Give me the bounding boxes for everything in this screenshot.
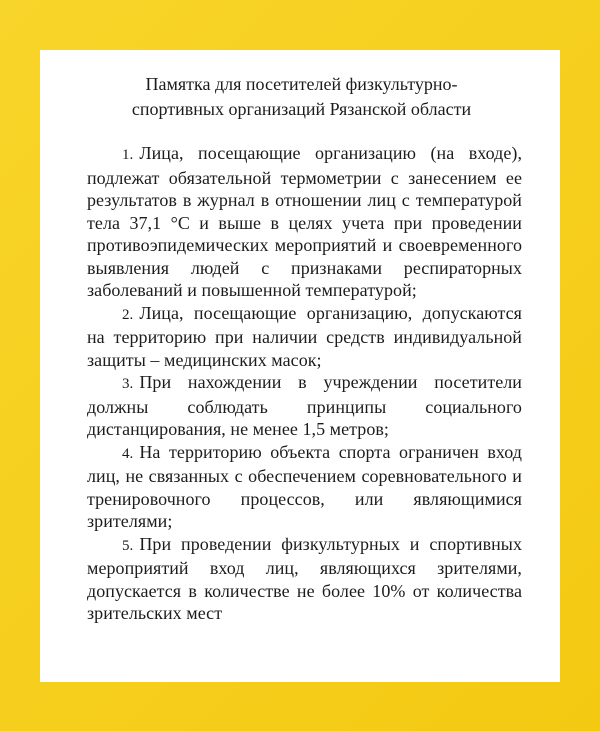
item-number: 1. [122, 147, 134, 163]
memo-item-2 [87, 302, 522, 372]
title-line-1: Памятка для посетителей физкультурно- [145, 74, 458, 94]
item-text: На территорию объекта спорта ограничен вход лиц, не связанных с обеспечением соревновательного и тренировочного процессов, или являющимися зрителями; [87, 441, 522, 531]
item-number: 3. [122, 376, 134, 392]
item-text: Лица, посещающие организацию (на входе), подлежат обязательной термометрии с занесением ее результатов в журнал в отношении лиц с температурой тела 37,1 °С и выше в целях учета при проведении противоэпидемических мероприятий и своевременного выявления людей с признаками респираторных заболеваний и повышенной температурой; [87, 143, 522, 300]
item-number: 4. [122, 445, 134, 462]
memo-item-5 [87, 533, 522, 625]
item-text: Лица, посещающие организацию, допускаются на территорию при наличии средств индивидуальной защиты – медицинских масок; [87, 302, 522, 370]
item-number: 2. [122, 306, 134, 323]
item-number: 5. [122, 537, 134, 554]
memo-title [87, 72, 522, 122]
title-line-2: спортивных организаций Рязанской области [131, 99, 472, 119]
memo-item-4 [87, 441, 522, 533]
memo-item-3 [87, 371, 522, 441]
memo-item-1 [87, 142, 522, 302]
item-text: При нахождении в учреждении посетители должны соблюдать принципы социального дистанцирования, не менее 1,5 метров; [87, 372, 522, 439]
item-text: При проведении физкультурных и спортивных мероприятий вход лиц, являющихся зрителями, допускается в количестве не более 10% от количества зрительских мест [87, 533, 522, 623]
memo-card [40, 50, 560, 682]
